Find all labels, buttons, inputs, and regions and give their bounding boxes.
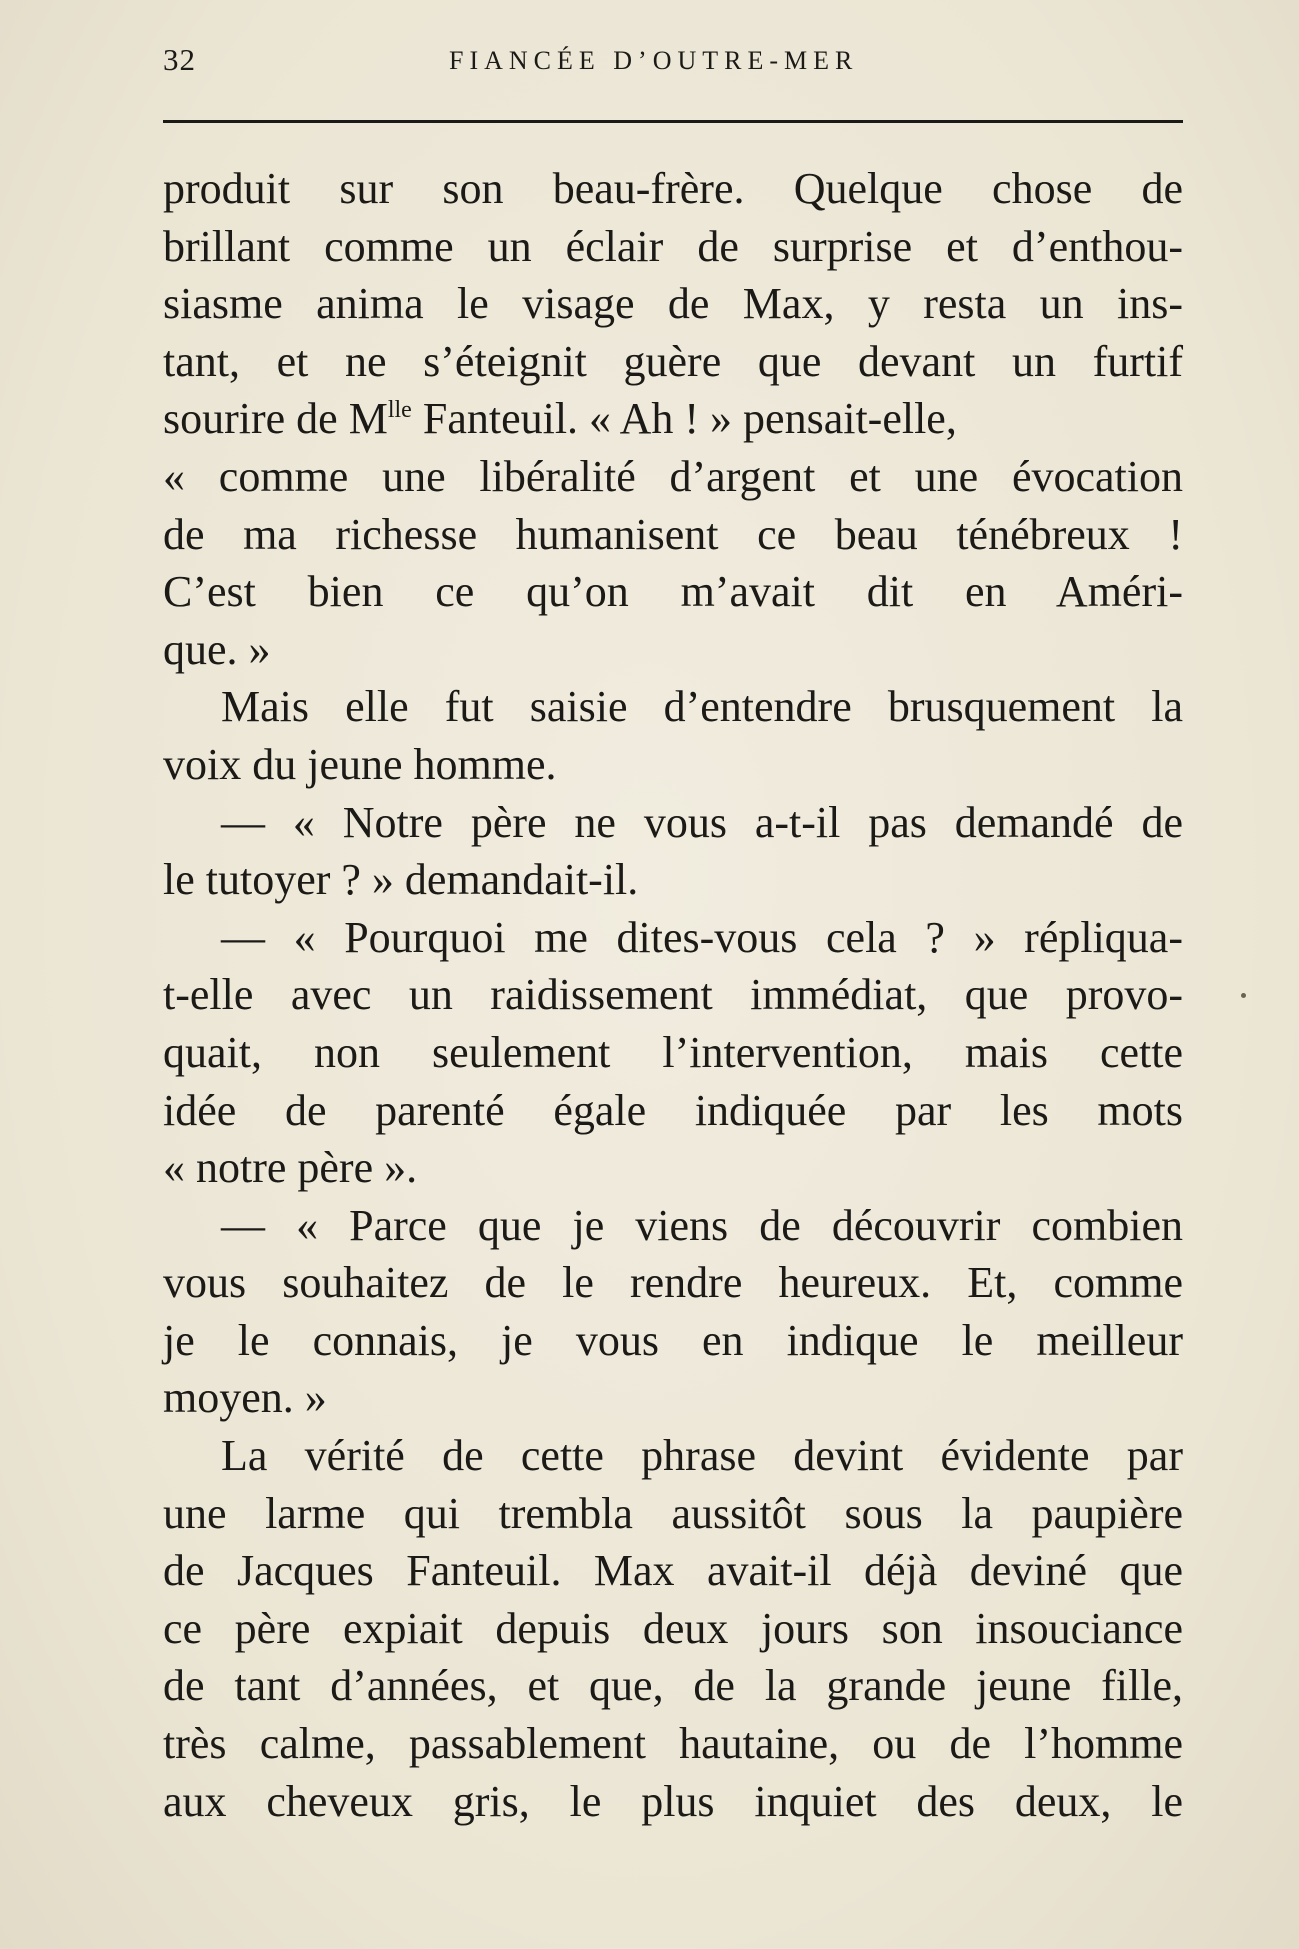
text-line [163,390,1183,448]
text-line: le tutoyer ? » demandait-il. [163,855,639,905]
text-line: de ma richesse humanisent ce beau ténébreux ! [163,509,1183,559]
text-line: vous souhaitez de le rendre heureux. Et, comme [163,1258,1183,1308]
text-line: tant, et ne s’éteignit guère que devant un furtif [163,336,1183,386]
text-line: produit sur son beau-frère. Quelque chose de [163,164,1183,213]
text-line: très calme, passablement hautaine, ou de l’homme [163,1719,1183,1769]
text-line: une larme qui trembla aussitôt sous la paupière [163,1488,1183,1538]
running-head [163,42,1183,82]
text-line: de tant d’années, et que, de la grande jeune fille, [163,1661,1183,1711]
superscript-abbreviation: lle [387,397,412,424]
body-text [163,160,1183,1830]
text-line: « notre père ». [163,1143,418,1193]
text-line: quait, non seulement l’intervention, mais cette [163,1027,1183,1077]
text-line: C’est bien ce qu’on m’avait dit en Améri- [163,567,1183,617]
text-line: je le connais, je vous en indique le meilleur [163,1315,1183,1365]
text-line: — « Parce que je viens de découvrir combien [221,1200,1183,1250]
text-line: moyen. » [163,1373,327,1423]
text-line: idée de parenté égale indiquée par les mots [163,1085,1183,1135]
text-line: voix du jeune homme. [163,739,557,789]
text-line: Mais elle fut saisie d’entendre brusquement la [221,682,1183,732]
text-line: — « Notre père ne vous a-t-il pas demandé de [221,797,1183,847]
paper-speck [1241,993,1246,998]
text-line: ce père expiait depuis deux jours son insouciance [163,1603,1183,1653]
running-title: FIANCÉE D’OUTRE-MER [449,46,859,75]
header-rule [163,120,1183,123]
text-line: de Jacques Fanteuil. Max avait-il déjà deviné que [163,1546,1183,1596]
text-line: siasme anima le visage de Max, y resta un ins- [163,279,1183,329]
text-line: — « Pourquoi me dites-vous cela ? » répliqua- [221,912,1183,962]
text-fragment: Fanteuil. « Ah ! » pensait-elle, [411,394,957,444]
text-line: t-elle avec un raidissement immédiat, que provo- [163,970,1183,1020]
text-line: que. » [163,624,271,674]
text-line: aux cheveux gris, le plus inquiet des deux, le [163,1776,1183,1826]
text-line: brillant comme un éclair de surprise et d’enthou- [163,221,1183,271]
page-number: 32 [163,42,196,77]
text-fragment: sourire de M [163,394,388,444]
text-line: « comme une libéralité d’argent et une évocation [163,451,1183,501]
text-line: La vérité de cette phrase devint évidente par [221,1431,1183,1481]
